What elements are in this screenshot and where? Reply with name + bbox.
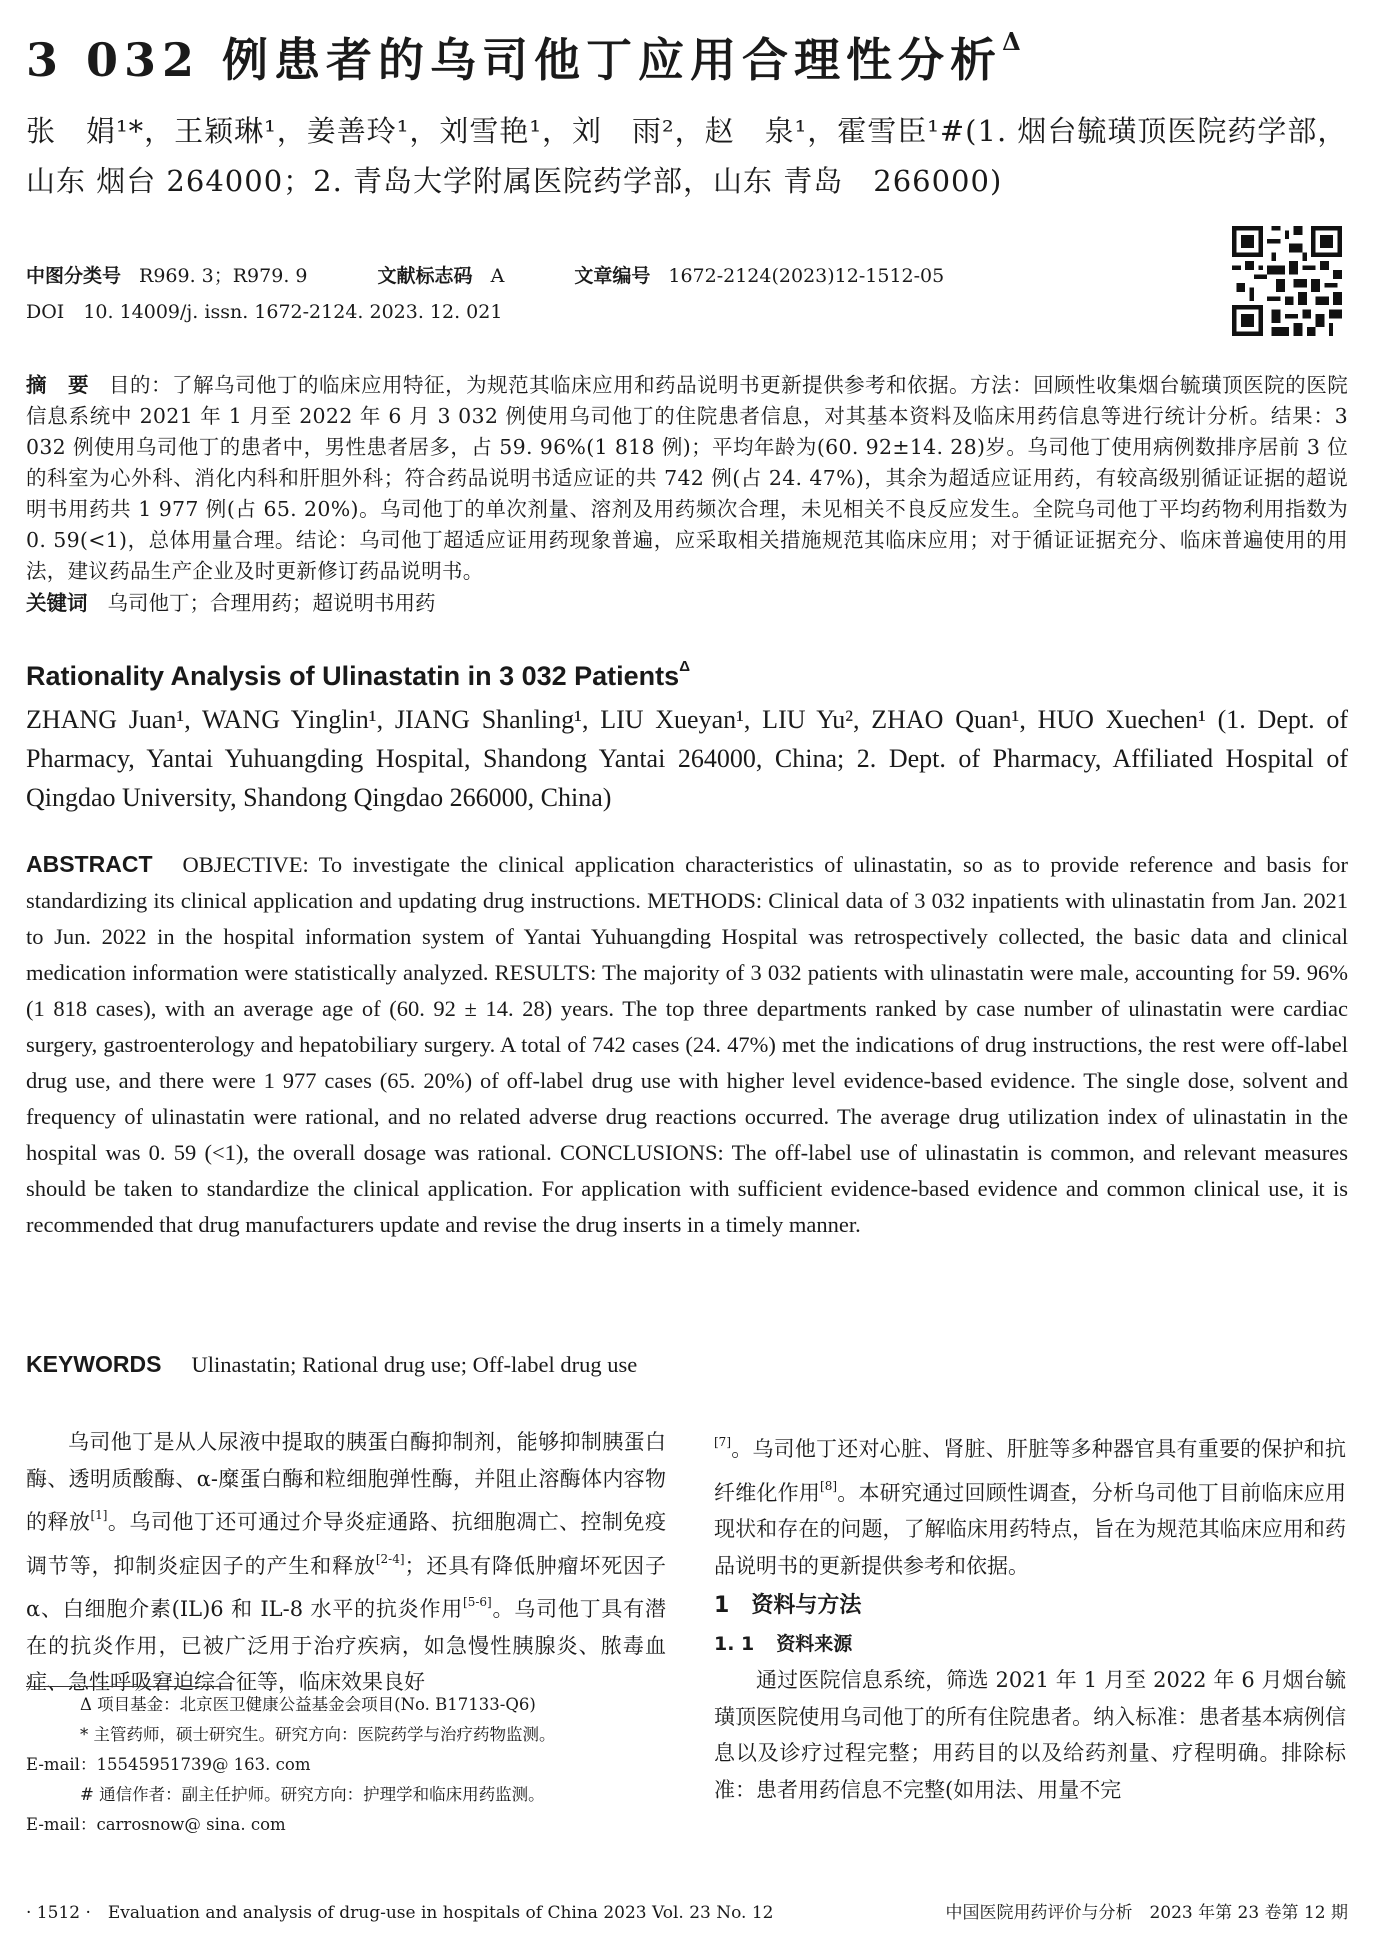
page-footer-right: 中国医院用药评价与分析 2023 年第 23 卷第 12 期: [945, 1903, 1348, 1923]
keywords-en-label: KEYWORDS: [26, 1351, 162, 1377]
abstract-cn: [26, 370, 1348, 587]
citation-ref[interactable]: [7]: [714, 1435, 731, 1449]
page-footer: [26, 1898, 1348, 1923]
doc-code-label: 文献标志码: [377, 265, 473, 287]
qr-code-icon[interactable]: [1232, 226, 1342, 336]
footnotes: [26, 1690, 666, 1840]
section-heading: 1 资料与方法: [714, 1593, 862, 1618]
abstract-en-label: ABSTRACT: [26, 851, 153, 877]
article-title: [26, 24, 1256, 90]
english-title-text: Rationality Analysis of Ulinastatin in 3 032 Patients: [26, 661, 680, 691]
citation-ref[interactable]: [8]: [820, 1478, 838, 1493]
footnote-fund: Δ 项目基金：北京医卫健康公益基金会项目(No. B17133-Q6): [80, 1695, 536, 1714]
article-meta: [26, 258, 1206, 330]
keywords-en-text: Ulinastatin; Rational drug use; Off-label drug use: [191, 1352, 638, 1377]
clc-label: 中图分类号: [26, 265, 122, 287]
citation-ref[interactable]: [1]: [90, 1508, 108, 1522]
keywords-cn-label: 关键词: [26, 591, 88, 615]
meta-line-1: [26, 258, 1206, 294]
abstract-en-text: OBJECTIVE: To investigate the clinical application characteristics of ulinastatin, so as to provide reference and basis for standardizing its clinical application and updating drug instructions. METHODS: Clinical data of 3 032 inpatients with ulinastatin from Jan. 2021 to Jun. 2022 in the hospital information system of Yantai Yuhuangding Hospital was retrospectively collected, the basic data and clinical medication information were statistically analyzed. RESULTS: The majority of 3 032 patients with ulinastatin were male, accounting for 59. 96% (1 818 cases), with an average age of (60. 92 ± 14. 28) years. The top three departments ranked by case number of ulinastatin were cardiac surgery, gastroenterology and hepatobiliary surgery. A total of 742 cases (24. 47%) met the indications of drug instructions, the rest were off-label drug use, and there were 1 977 cases (65. 20%) of off-label drug use with higher level evidence-based evidence. The single dose, solvent and frequency of ulinastatin were rational, and no related adverse drug reactions occurred. The average drug utilization index of ulinastatin in the hospital was 0. 59 (<1), the overall dosage was rational. CONCLUSIONS: The off-label use of ulinastatin is common, and relevant measures should be taken to standardize the clinical application. For application with sufficient evidence-based evidence and common clinical use, it is recommended that drug manufacturers update and revise the drug inserts in a timely manner.: [26, 852, 1348, 1237]
abstract-en: [26, 846, 1348, 1243]
body-column-left: [26, 1424, 666, 1701]
intro-paragraph: 乌司他丁是从人尿液中提取的胰蛋白酶抑制剂，能够抑制胰蛋白酶、透明质酸酶、α-糜蛋白酶和粒细胞弹性酶，并阻止溶酶体内容物的释放[1]。乌司他丁还可通过介导炎症通路、抗细胞凋亡、控制免疫调节等，抑制炎症因子的产生和释放[2-4]；还具有降低肿瘤坏死因子 α、白细胞介素(IL)6 和 IL-8 水平的抗炎作用[5-6]。乌司他丁具有潜在的抗炎作用，已被广泛用于治疗疾病，如急慢性胰腺炎、脓毒血症、急性呼吸窘迫综合征等，临床效果良好: [26, 1430, 667, 1694]
citation-ref[interactable]: [5-6]: [463, 1595, 492, 1609]
article-no-value: 1672-2124(2023)12-1512-05: [668, 265, 945, 287]
section-paragraph: 通过医院信息系统，筛选 2021 年 1 月至 2022 年 6 月烟台毓璜顶医院使用乌司他丁的所有住院患者。纳入标准：患者基本病例信息以及诊疗过程完整；用药目的以及给药剂量、疗程明确。排除标准：患者用药信息不完整(如用法、用量不完: [714, 1668, 1346, 1802]
authors-en: ZHANG Juan¹, WANG Yinglin¹, JIANG Shanling¹, LIU Xueyan¹, LIU Yu², ZHAO Quan¹, HUO Xuechen¹ (1. Dept. of Pharmacy, Yantai Yuhuangding Hospital, Shandong Yantai 264000, China; 2. Dept. of Pharmacy, Affiliated Hospital of Qingdao University, Shandong Qingdao 266000, China): [26, 705, 1348, 812]
english-title: [26, 658, 1346, 692]
doi: DOI 10. 14009/j. issn. 1672-2124. 2023. 12. 021: [26, 301, 503, 323]
keywords-cn: [26, 588, 1348, 619]
english-title-fund-mark: Δ: [679, 658, 690, 675]
page-footer-left: · 1512 · Evaluation and analysis of drug-use in hospitals of China 2023 Vol. 23 No. 12: [26, 1903, 774, 1923]
article-no-label: 文章编号: [574, 265, 651, 287]
subsection-heading: 1. 1 资料来源: [714, 1633, 853, 1655]
abstract-cn-text: 目的：了解乌司他丁的临床应用特征，为规范其临床应用和药品说明书更新提供参考和依据。方法：回顾性收集烟台毓璜顶医院的医院信息系统中 2021 年 1 月至 2022 年 6 月 3 032 例使用乌司他丁的住院患者信息，对其基本资料及临床用药信息等进行统计分析。结果：3 032 例使用乌司他丁的患者中，男性患者居多，占 59. 96%(1 818 例)；平均年龄为(60. 92±14. 28)岁。乌司他丁使用病例数排序居前 3 位的科室为心外科、消化内科和肝胆外科；符合药品说明书适应证的共 742 例(占 24. 47%)，其余为超适应证用药，有较高级别循证证据的超说明书用药共 1 977 例(占 65. 20%)。乌司他丁的单次剂量、溶剂及用药频次合理，未见相关不良反应发生。全院乌司他丁平均药物利用指数为 0. 59(<1)，总体用量合理。结论：乌司他丁超适应证用药现象普遍，应采取相关措施规范其临床应用；对于循证证据充分、临床普遍使用的用法，建议药品生产企业及时更新修订药品说明书。: [26, 373, 1348, 583]
clc-value: R969. 3；R979. 9: [139, 265, 308, 287]
keywords-cn-text: 乌司他丁；合理用药；超说明书用药: [107, 591, 436, 615]
intro-paragraph-cont: [7]。乌司他丁还对心脏、肾脏、肝脏等多种器官具有重要的保护和抗纤维化作用[8]。本研究通过回顾性调查，分析乌司他丁目前临床应用现状和存在的问题，了解临床用药特点，旨在为规范其临床应用和药品说明书的更新提供参考和依据。: [714, 1435, 1347, 1578]
authors-cn: 张 娟¹*，王颖琳¹，姜善玲¹，刘雪艳¹，刘 雨²，赵 泉¹，霍雪臣¹#(1. 烟台毓璜顶医院药学部，山东 烟台 264000；2. 青岛大学附属医院药学部，山东 青岛 266000): [26, 114, 1348, 198]
doc-code-value: A: [490, 265, 505, 287]
title-fund-mark: Δ: [1002, 27, 1021, 56]
body-column-right: [714, 1424, 1346, 1808]
keywords-en: [26, 1346, 1348, 1383]
footnote-author: * 主管药师，硕士研究生。研究方向：医院药学与治疗药物监测。: [80, 1725, 556, 1744]
citation-ref[interactable]: [2-4]: [375, 1551, 405, 1566]
footnote-corresponding: # 通信作者：副主任护师。研究方向：护理学和临床用药监测。: [80, 1785, 545, 1804]
title-text: 3 032 例患者的乌司他丁应用合理性分析: [26, 33, 1003, 87]
abstract-cn-label: 摘 要: [26, 373, 90, 397]
footnote-divider: [26, 1686, 230, 1687]
footnote-email[interactable]: E-mail：15545951739@ 163. com: [26, 1755, 311, 1774]
footnote-email[interactable]: E-mail：carrosnow@ sina. com: [26, 1815, 286, 1834]
